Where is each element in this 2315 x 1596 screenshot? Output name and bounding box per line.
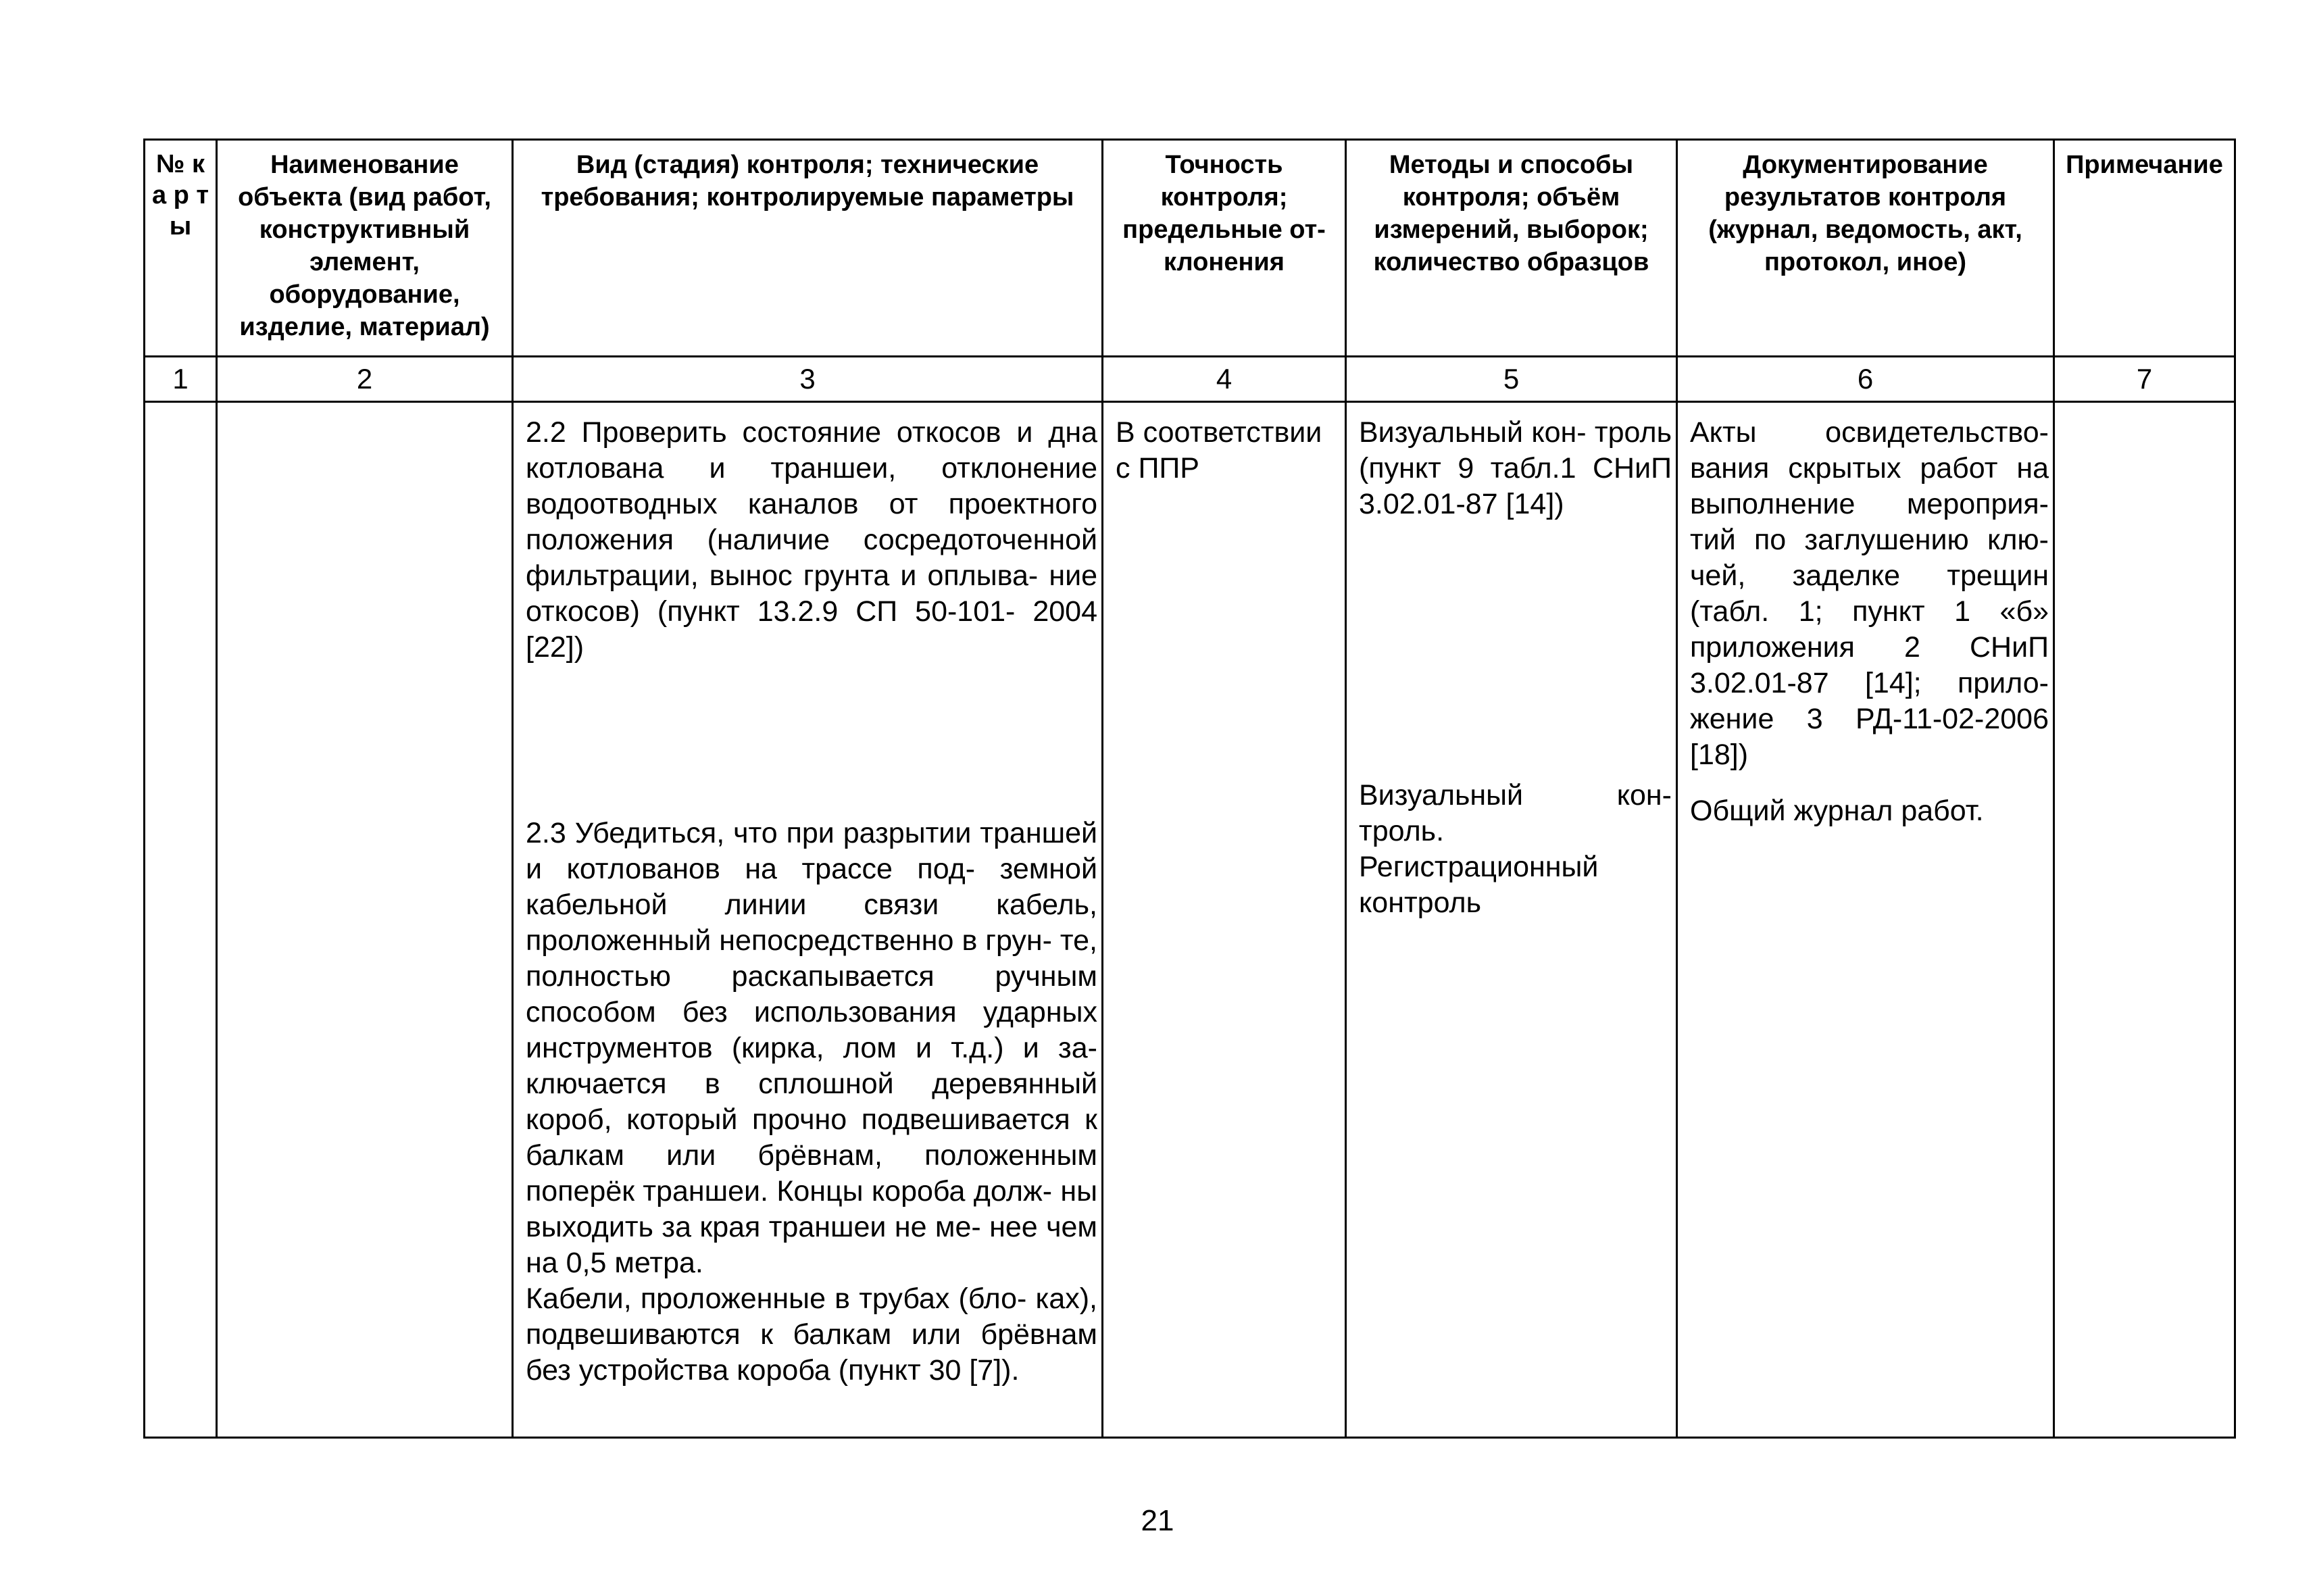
column-number: 3 [513, 357, 1103, 402]
control-table [143, 139, 2236, 1439]
method-2-2-text: Визуальный кон- троль (пункт 9 табл.1 СНиП 3.02.01-87 [14]) [1359, 416, 1672, 520]
cell-accuracy [1103, 402, 1346, 1438]
item-2-3-text: 2.3 Убедиться, что при разрытии траншей и котлованов на трассе под- земной кабельной линии связи кабель, проложенный непосредственно в грун- те, полностью раскапывается ручным способом без использования ударных инструментов (кирка, лом и т.д.) и за- ключается в сплошной деревянный короб, который прочно подвешивается к балкам или брёвнам, положенным поперёк траншеи. Концы короба долж- ны выходить за края траншеи не ме- нее чем на 0,5 метра. [526, 817, 1097, 1279]
column-number: 4 [1103, 357, 1346, 402]
column-number: 6 [1677, 357, 2054, 402]
method-2-3-registration: Регистрационный контроль [1359, 851, 1599, 919]
header-accuracy: Точность контроля; предельные от- клонения [1103, 140, 1346, 357]
item-2-3-continuation: Кабели, проложенные в трубах (бло- ках), подвешиваются к балкам или брёвнам без устройства короба (пункт 30 [7]). [526, 1282, 1097, 1387]
cell-methods [1346, 402, 1677, 1438]
cell-documentation [1677, 402, 2054, 1438]
column-number: 2 [217, 357, 513, 402]
cell-object-name [217, 402, 513, 1438]
column-number: 7 [2054, 357, 2235, 402]
header-control-type: Вид (стадия) контроля; технические требования; контролируемые параметры [513, 140, 1103, 357]
column-number: 1 [145, 357, 217, 402]
header-documentation: Документирование результатов контроля (журнал, ведомость, акт, протокол, иное) [1677, 140, 2054, 357]
header-card-number: № к а р т ы [145, 140, 217, 357]
documentation-2-2-text: Акты освидетельство- вания скрытых работ на выполнение мероприя- тий по заглушению клю- чей, заделке трещин (табл. 1; пункт 1 «б» приложения 2 СНиП 3.02.01-87 [14]; прило- жение 3 РД-11-02-2006 [18]) [1690, 416, 2049, 771]
column-number: 5 [1346, 357, 1677, 402]
page-number: 21 [1141, 1504, 1174, 1537]
table-row [145, 402, 2235, 1438]
cell-note [2054, 402, 2235, 1438]
documentation-2-3-text: Общий журнал работ. [1690, 795, 1984, 827]
cell-card-number [145, 402, 217, 1438]
header-object-name: Наименование объекта (вид работ, конструктивный элемент, оборудование, изделие, материал) [217, 140, 513, 357]
accuracy-text: В соответствии с ППР [1116, 416, 1322, 484]
cell-control-type [513, 402, 1103, 1438]
method-2-3-visual: Визуальный кон- троль. [1359, 779, 1672, 847]
item-2-2-text: 2.2 Проверить состояние откосов и дна котлована и траншеи, отклонение водоотводных каналов от проектного положения (наличие сосредоточенной фильтрации, вынос грунта и оплыва- ние откосов) (пункт 13.2.9 СП 50-101- 2004 [22]) [526, 416, 1097, 664]
column-number-row [145, 357, 2235, 402]
table-header-row [145, 140, 2235, 357]
header-methods: Методы и способы контроля; объём измерений, выборок; количество образцов [1346, 140, 1677, 357]
header-note: Примечание [2054, 140, 2235, 357]
